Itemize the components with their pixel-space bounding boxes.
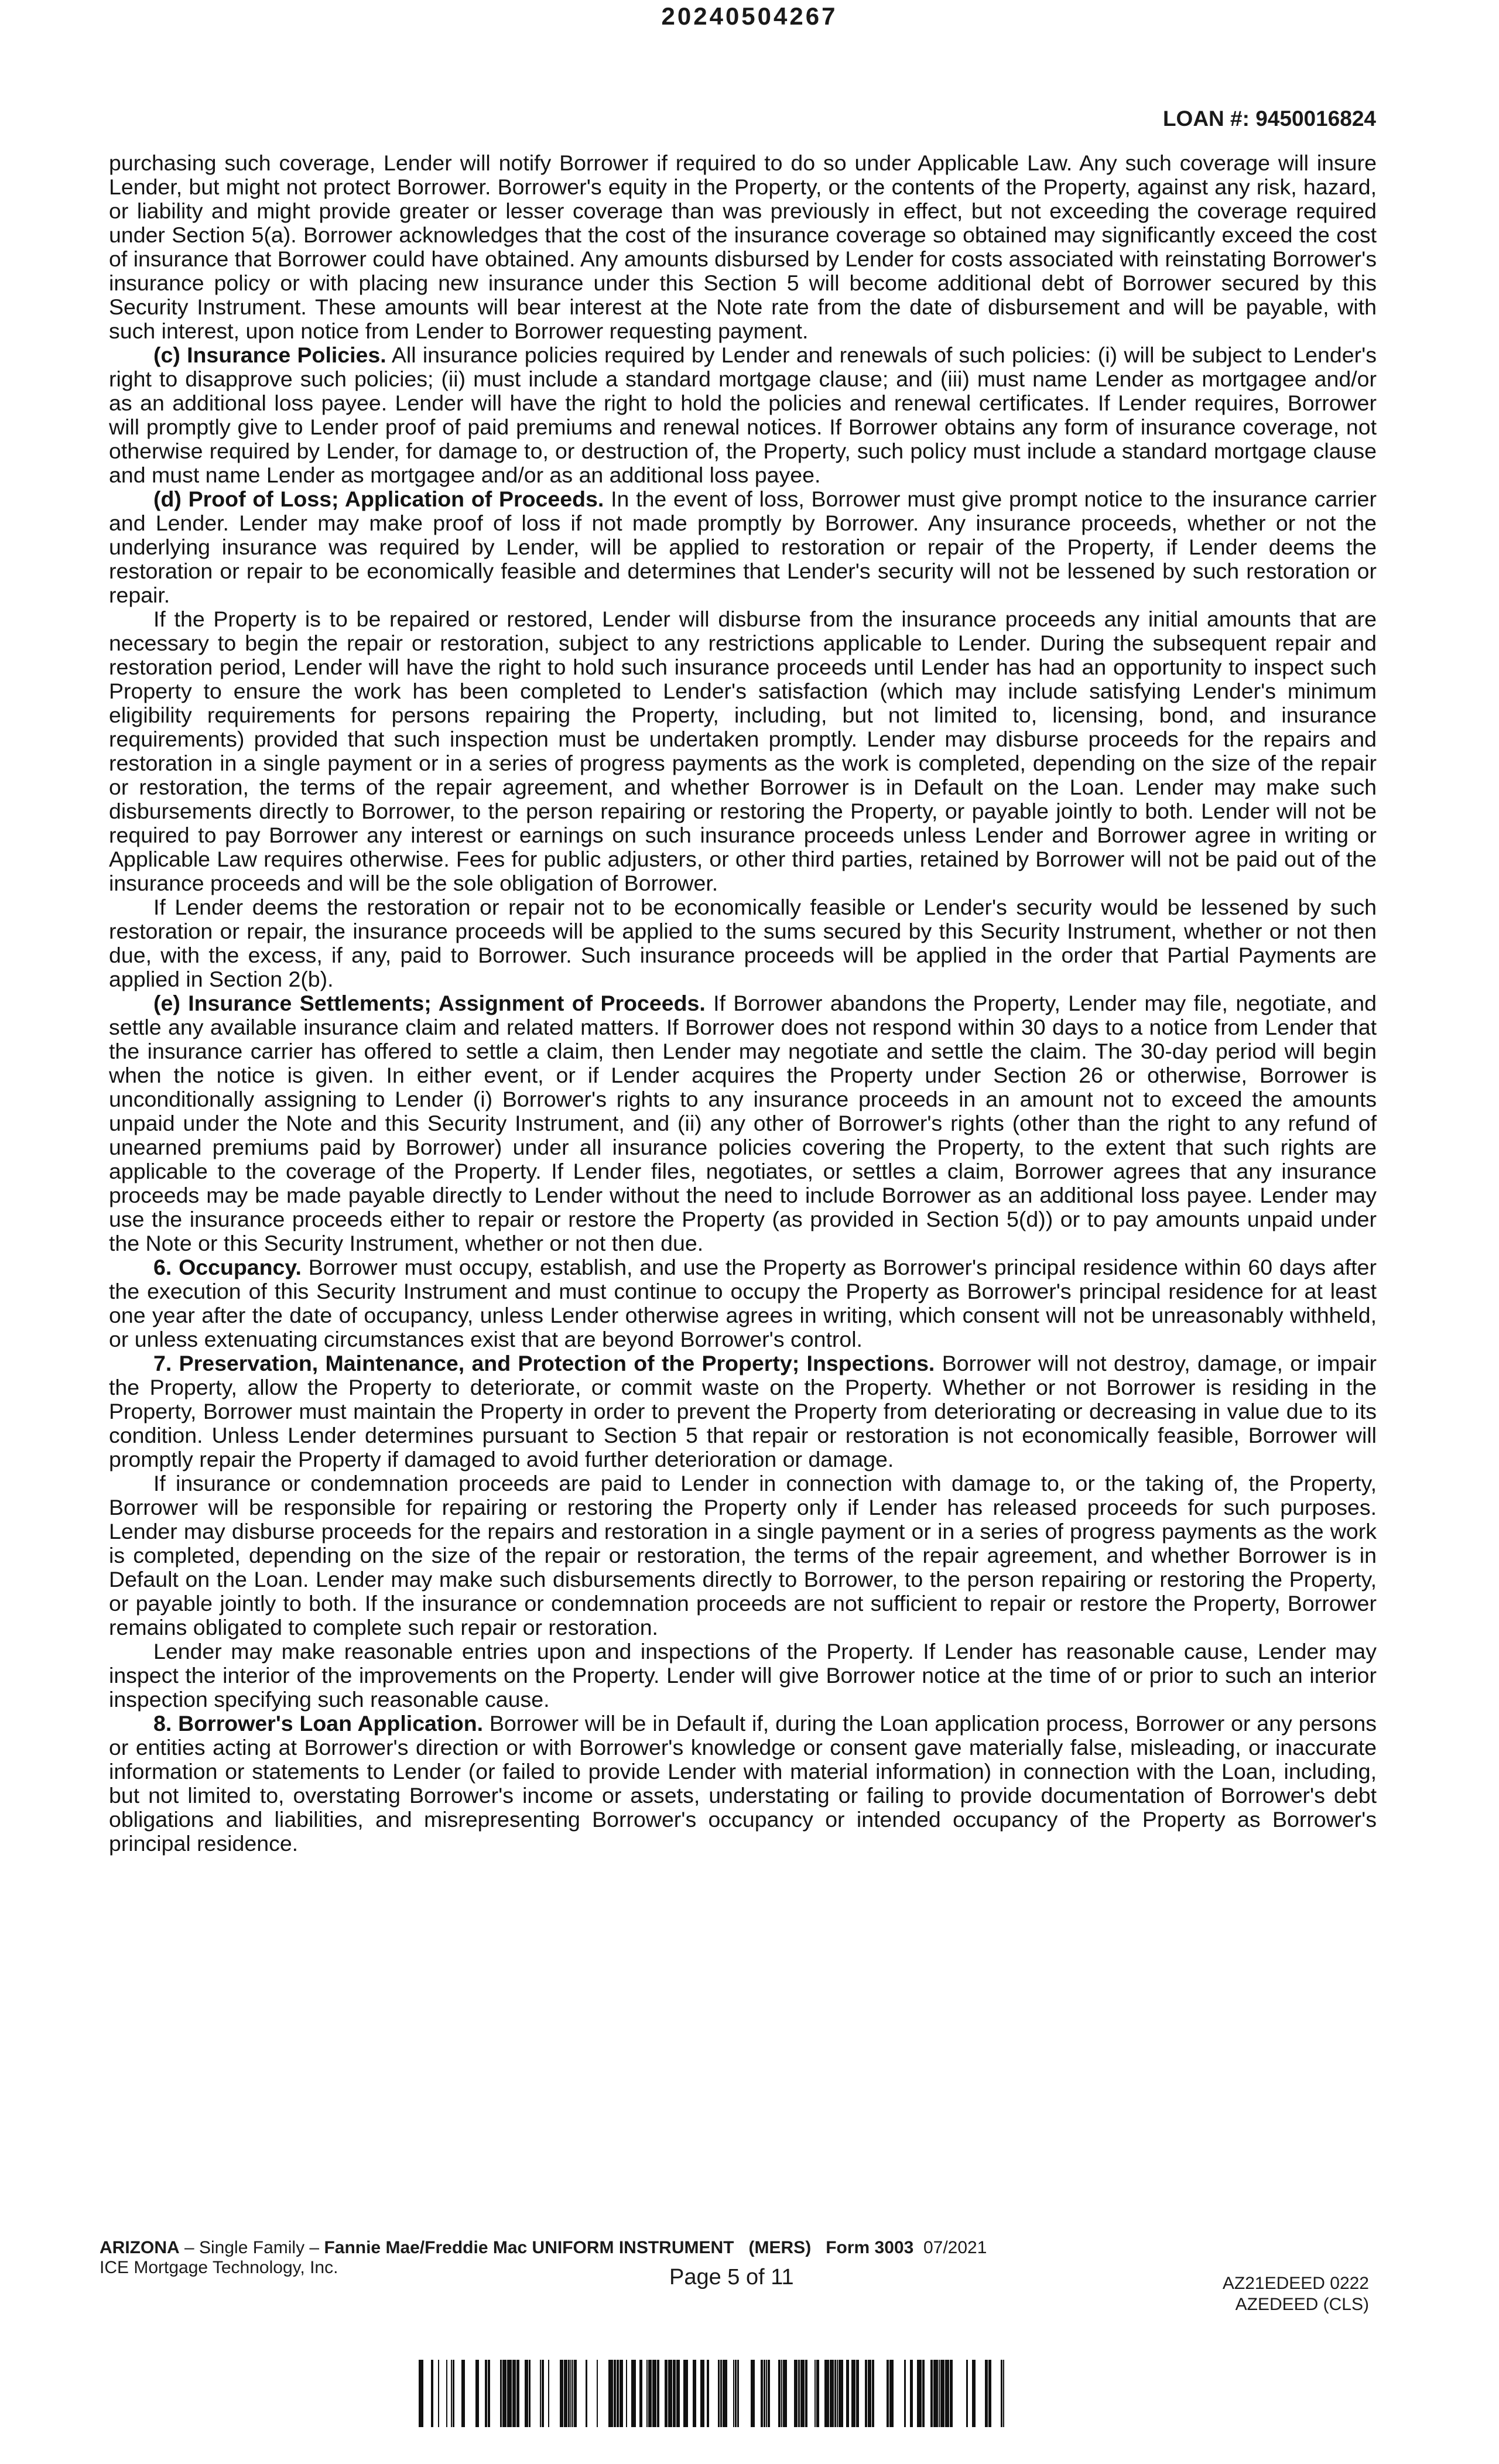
vendor-name: ICE Mortgage Technology, Inc. xyxy=(100,2258,338,2277)
barcode-bar xyxy=(824,2360,829,2427)
barcode-bar xyxy=(693,2360,696,2427)
barcode-bar xyxy=(475,2360,479,2427)
section-5e-heading: (e) Insurance Settlements; Assignment of Proceeds. xyxy=(153,991,706,1015)
barcode-bar xyxy=(718,2360,720,2427)
barcode-bar xyxy=(673,2360,676,2427)
barcode-bar xyxy=(887,2360,889,2427)
barcode-bar xyxy=(564,2360,567,2427)
barcode-bar xyxy=(570,2360,571,2427)
barcode-bar xyxy=(851,2360,855,2427)
barcode-bar xyxy=(910,2360,913,2427)
barcode-bar xyxy=(560,2360,563,2427)
barcode-bar xyxy=(648,2360,652,2427)
footer-codes xyxy=(1223,2273,1369,2315)
barcode-bar xyxy=(542,2360,544,2427)
barcode-bar xyxy=(614,2360,616,2427)
barcode-bar xyxy=(768,2360,770,2427)
section-5d xyxy=(109,487,1377,607)
barcode-bar xyxy=(939,2360,940,2427)
barcode-bar xyxy=(608,2360,613,2427)
barcode-bar xyxy=(837,2360,838,2427)
barcode-bar xyxy=(617,2360,619,2427)
barcode-bar xyxy=(574,2360,577,2427)
barcode-bar xyxy=(805,2360,807,2427)
barcode-bar xyxy=(723,2360,727,2427)
instrument-name: Fannie Mae/Freddie Mac UNIFORM INSTRUMENT xyxy=(324,2238,734,2257)
barcode-bar xyxy=(889,2360,894,2427)
barcode-bar xyxy=(451,2360,452,2427)
barcode-bar xyxy=(657,2360,659,2427)
barcode-bar xyxy=(816,2360,819,2427)
section-5d-paragraph-2: If the Property is to be repaired or restored, Lender will disburse from the insurance proceeds any initial amounts that are necessary to begin the repair or restoration, subject to any restrictions applicable to Lender. During the subsequent repair and restoration period, Lender will have the right to hold such insurance proceeds until Lender has had an opportunity to inspect such Property to ensure the work has been completed to Lender's satisfaction (which may include satisfying Lender's minimum eligibility requirements for persons repairing the Property, including, but not limited to, licensing, bond, and insurance requirements) provided that such inspection must be undertaken promptly. Lender may disburse proceeds for the repairs and restoration in a single payment or in a series of progress payments as the work is completed, depending on the size of the repair or restoration, the terms of the repair agreement, and whether Borrower is in Default on the Loan. Lender may make such disbursements directly to Borrower, to the person repairing or restoring the Property, or payable jointly to both. Lender will not be required to pay Borrower any interest or earnings on such insurance proceeds unless Lender and Borrower agree in writing or Applicable Law requires otherwise. Fees for public adjusters, or other third parties, retained by Borrower will not be paid out of the insurance proceeds and will be the sole obligation of Borrower. xyxy=(109,607,1377,895)
barcode-bar xyxy=(668,2360,672,2427)
barcode-bar xyxy=(830,2360,834,2427)
barcode-bar xyxy=(453,2360,454,2427)
barcode-bar xyxy=(488,2360,490,2427)
document-body xyxy=(109,151,1377,1856)
barcode-bar xyxy=(933,2360,938,2427)
barcode-bar xyxy=(516,2360,519,2427)
barcode-bar xyxy=(438,2360,439,2427)
barcode-bar xyxy=(1001,2360,1002,2427)
section-7-paragraph-3: Lender may make reasonable entries upon and inspections of the Property. If Lender has reasonable cause, Lender may inspect the interior of the improvements on the Property. Lender will give Borrower notice at the time of or prior to such an interior inspection specifying such reasonable cause. xyxy=(109,1639,1377,1712)
barcode-bar xyxy=(502,2360,506,2427)
barcode-bar xyxy=(917,2360,922,2427)
barcode-bar xyxy=(548,2360,549,2427)
barcode-bar xyxy=(985,2360,988,2427)
section-5e-text: If Borrower abandons the Property, Lender may file, negotiate, and settle any available insurance claim and related matters. If Borrower does not respond within 30 days to a notice from Lender that the insurance carrier has offered to settle a claim, then Lender may negotiate and settle the claim. The 30-day period will begin when the notice is given. In either event, or if Lender acquires the Property under Section 26 or otherwise, Borrower is unconditionally assigning to Lender (i) Borrower's rights to any insurance proceeds in an amount not to exceed the amounts unpaid under the Note and this Security Instrument, and (ii) any other of Borrower's rights (other than the right to any refund of unearned premiums paid by Borrower) under all insurance policies covering the Property, to the extent that such rights are applicable to the coverage of the Property. If Lender files, negotiates, or settles a claim, Borrower agrees that any insurance proceeds may be made payable directly to Lender without the need to include Borrower as an additional loss payee. Lender may use the insurance proceeds either to repair or restore the Property (as provided in Section 5(d)) or to pay amounts unpaid under the Note or this Security Instrument, whether or not then due. xyxy=(109,991,1377,1255)
barcode-bar xyxy=(620,2360,623,2427)
section-8-heading: 8. Borrower's Loan Application. xyxy=(153,1711,484,1736)
loan-number: LOAN #: 9450016824 xyxy=(1162,107,1376,131)
barcode-bar xyxy=(868,2360,871,2427)
barcode-bar xyxy=(676,2360,680,2427)
barcode-bar xyxy=(856,2360,859,2427)
barcode-bar xyxy=(461,2360,465,2427)
family-type: – Single Family – xyxy=(179,2238,324,2257)
section-6-text: Borrower must occupy, establish, and use the Property as Borrower's principal residence within 60 days after the execution of this Security Instrument and must continue to occupy the Property as Borrower's principal residence for at least one year after the date of occupancy, unless Lender otherwise agrees in writing, which consent will not be unreasonably withheld, or unless extenuating circumstances exist that are beyond Borrower's control. xyxy=(109,1255,1377,1351)
barcode-bar xyxy=(930,2360,933,2427)
barcode-bar xyxy=(707,2360,709,2427)
barcode-bar xyxy=(735,2360,737,2427)
paragraph-coverage: purchasing such coverage, Lender will notify Borrower if required to do so under Applicable Law. Any such coverage will insure Lender, but might not protect Borrower. Borrower's equity in the Property, or the contents of the Property, against any risk, hazard, or liability and might provide greater or lesser coverage than was previously in effect, but not exceeding the coverage required under Section 5(a). Borrower acknowledges that the cost of the insurance coverage so obtained may significantly exceed the cost of insurance that Borrower could have obtained. Any amounts disbursed by Lender for costs associated with reinstating Borrower's insurance policy or with placing new insurance under this Section 5 will become additional debt of Borrower secured by this Security Instrument. These amounts will bear interest at the Note rate from the date of disbursement and will be payable, with such interest, upon notice from Lender to Borrower requesting payment. xyxy=(109,150,1377,343)
barcode-bar xyxy=(764,2360,765,2427)
barcode-bar xyxy=(529,2360,531,2427)
barcode-bar xyxy=(865,2360,867,2427)
section-8-text: Borrower will be in Default if, during the Loan application process, Borrower or any persons or entities acting at Borrower's direction or with Borrower's knowledge or consent gave materially false, misleading, or inaccurate information or statements to Lender (or failed to provide Lender with material information) in connection with the Loan, including, but not limited to, overstating Borrower's income or assets, understating or failing to provide documentation of Borrower's debt obligations and liabilities, and misrepresenting Borrower's occupancy or intended occupancy of the Property as Borrower's principal residence. xyxy=(109,1711,1377,1856)
barcode-bar xyxy=(922,2360,925,2427)
barcode-bar xyxy=(800,2360,805,2427)
section-5c xyxy=(109,343,1377,487)
barcode-bar xyxy=(846,2360,849,2427)
page-number: Page 5 of 11 xyxy=(669,2265,794,2290)
barcode-bar xyxy=(568,2360,570,2427)
barcode-bar xyxy=(761,2360,763,2427)
barcode-bar xyxy=(507,2360,512,2427)
barcode-bar xyxy=(733,2360,734,2427)
footer-form-info xyxy=(100,2238,987,2278)
barcode-bar xyxy=(872,2360,874,2427)
barcode-bar xyxy=(766,2360,767,2427)
barcode-bar xyxy=(631,2360,636,2427)
barcode-bar xyxy=(586,2360,587,2427)
section-6-heading: 6. Occupancy. xyxy=(153,1255,302,1279)
barcode-bar xyxy=(814,2360,816,2427)
form-code: AZ21EDEED 0222 xyxy=(1222,2274,1369,2293)
section-5e xyxy=(109,991,1377,1255)
form-code-cls: AZEDEED (CLS) xyxy=(1235,2295,1369,2314)
barcode-bar xyxy=(683,2360,688,2427)
barcode-bar xyxy=(446,2360,447,2427)
barcode-bar xyxy=(646,2360,648,2427)
barcode-bar xyxy=(966,2360,968,2427)
barcode-bar xyxy=(778,2360,781,2427)
barcode-bar xyxy=(431,2360,433,2427)
barcode-bar xyxy=(904,2360,906,2427)
barcode-bar xyxy=(972,2360,976,2427)
section-7-text: Borrower will not destroy, damage, or impair the Property, allow the Property to deteriorate, or commit waste on the Property. Whether or not Borrower is residing in the Property, Borrower must maintain the Property in order to prevent the Property from deteriorating or decreasing in value due to its condition. Unless Lender determines pursuant to Section 5 that repair or restoration is not economically feasible, Borrower will promptly repair the Property if damaged to avoid further deterioration or damage. xyxy=(109,1351,1377,1471)
barcode-bar xyxy=(834,2360,836,2427)
barcode-bar xyxy=(839,2360,843,2427)
section-5d-paragraph-3: If Lender deems the restoration or repair not to be economically feasible or Lender's security would be lessened by such restoration or repair, the insurance proceeds will be applied to the sums secured by this Security Instrument, whether or not then due, with the excess, if any, paid to Borrower. Such insurance proceeds will be applied in the order that Partial Payments are applied in Section 2(b). xyxy=(109,895,1377,991)
section-8 xyxy=(109,1712,1377,1856)
form-title-line xyxy=(100,2238,987,2258)
barcode-bar xyxy=(720,2360,722,2427)
section-6 xyxy=(109,1255,1377,1351)
barcode-bar xyxy=(626,2360,627,2427)
mers-label: (MERS) xyxy=(748,2238,812,2257)
barcode-bar xyxy=(652,2360,656,2427)
barcode-bar xyxy=(798,2360,800,2427)
section-7 xyxy=(109,1351,1377,1471)
section-5c-heading: (c) Insurance Policies. xyxy=(153,343,386,367)
barcode-bar xyxy=(950,2360,953,2427)
barcode-bar xyxy=(751,2360,755,2427)
barcode-bar xyxy=(940,2360,944,2427)
barcode-bar xyxy=(737,2360,739,2427)
barcode-bar xyxy=(540,2360,541,2427)
barcode-bar xyxy=(639,2360,642,2427)
state-name: ARIZONA xyxy=(100,2238,180,2257)
barcode-bar xyxy=(794,2360,798,2427)
barcode-bar xyxy=(512,2360,516,2427)
recording-number: 20240504267 xyxy=(661,2,838,30)
section-5c-text: All insurance policies required by Lender and renewals of such policies: (i) will be subject to Lender's right to disapprove such policies; (ii) must include a standard mortgage clause; and (iii) must name Lender as mortgagee and/or as an additional loss payee. Lender will have the right to hold the policies and renewal certificates. If Lender requires, Borrower will promptly give to Lender proof of paid premiums and renewal notices. If Borrower obtains any form of insurance coverage, not otherwise required by Lender, for damage to, or destruction of, the Property, such policy must include a standard mortgage clause and must name Lender as mortgagee and/or as an additional loss payee. xyxy=(109,343,1377,487)
barcode-bar xyxy=(500,2360,502,2427)
barcode-bar xyxy=(988,2360,991,2427)
form-number: Form 3003 xyxy=(826,2238,914,2257)
section-7-paragraph-2: If insurance or condemnation proceeds are paid to Lender in connection with damage to, or the taking of, the Property, Borrower will be responsible for repairing or restoring the Property only if Lender has released proceeds for such purposes. Lender may disburse proceeds for the repairs and restoration in a single payment or in a series of progress payments as the work is completed, depending on the size of the repair or restoration, the terms of the repair agreement, and whether Borrower is in Default on the Loan. Lender may make such disbursements directly to Borrower, to the person repairing or restoring the Property, or payable jointly to both. If the insurance or condemnation proceeds are not sufficient to repair or restore the Property, Borrower remains obligated to complete such repair or restoration. xyxy=(109,1471,1377,1640)
barcode-bar xyxy=(783,2360,787,2427)
form-date: 07/2021 xyxy=(923,2238,987,2257)
barcode-bar xyxy=(485,2360,487,2427)
section-5d-heading: (d) Proof of Loss; Application of Proceeds. xyxy=(153,487,604,511)
barcode-bar xyxy=(525,2360,528,2427)
barcode-bar xyxy=(665,2360,668,2427)
barcode-bar xyxy=(945,2360,949,2427)
barcode-bar xyxy=(597,2360,598,2427)
barcode-bar xyxy=(419,2360,423,2427)
barcode-bar xyxy=(1003,2360,1004,2427)
barcode-bar xyxy=(700,2360,704,2427)
barcode-bar xyxy=(572,2360,573,2427)
section-7-heading: 7. Preservation, Maintenance, and Protection of the Property; Inspections. xyxy=(153,1351,935,1375)
barcode-image xyxy=(419,2360,1004,2427)
barcode-bar xyxy=(781,2360,782,2427)
section-5d-text: In the event of loss, Borrower must give prompt notice to the insurance carrier and Lender. Lender may make proof of loss if not made promptly by Borrower. Any insurance proceeds, whether or not the underlying insurance was required by Lender, will be applied to restoration or repair of the Property, if Lender deems the restoration or repair to be economically feasible and determines that Lender's security will not be lessened by such restoration or repair. xyxy=(109,487,1377,607)
